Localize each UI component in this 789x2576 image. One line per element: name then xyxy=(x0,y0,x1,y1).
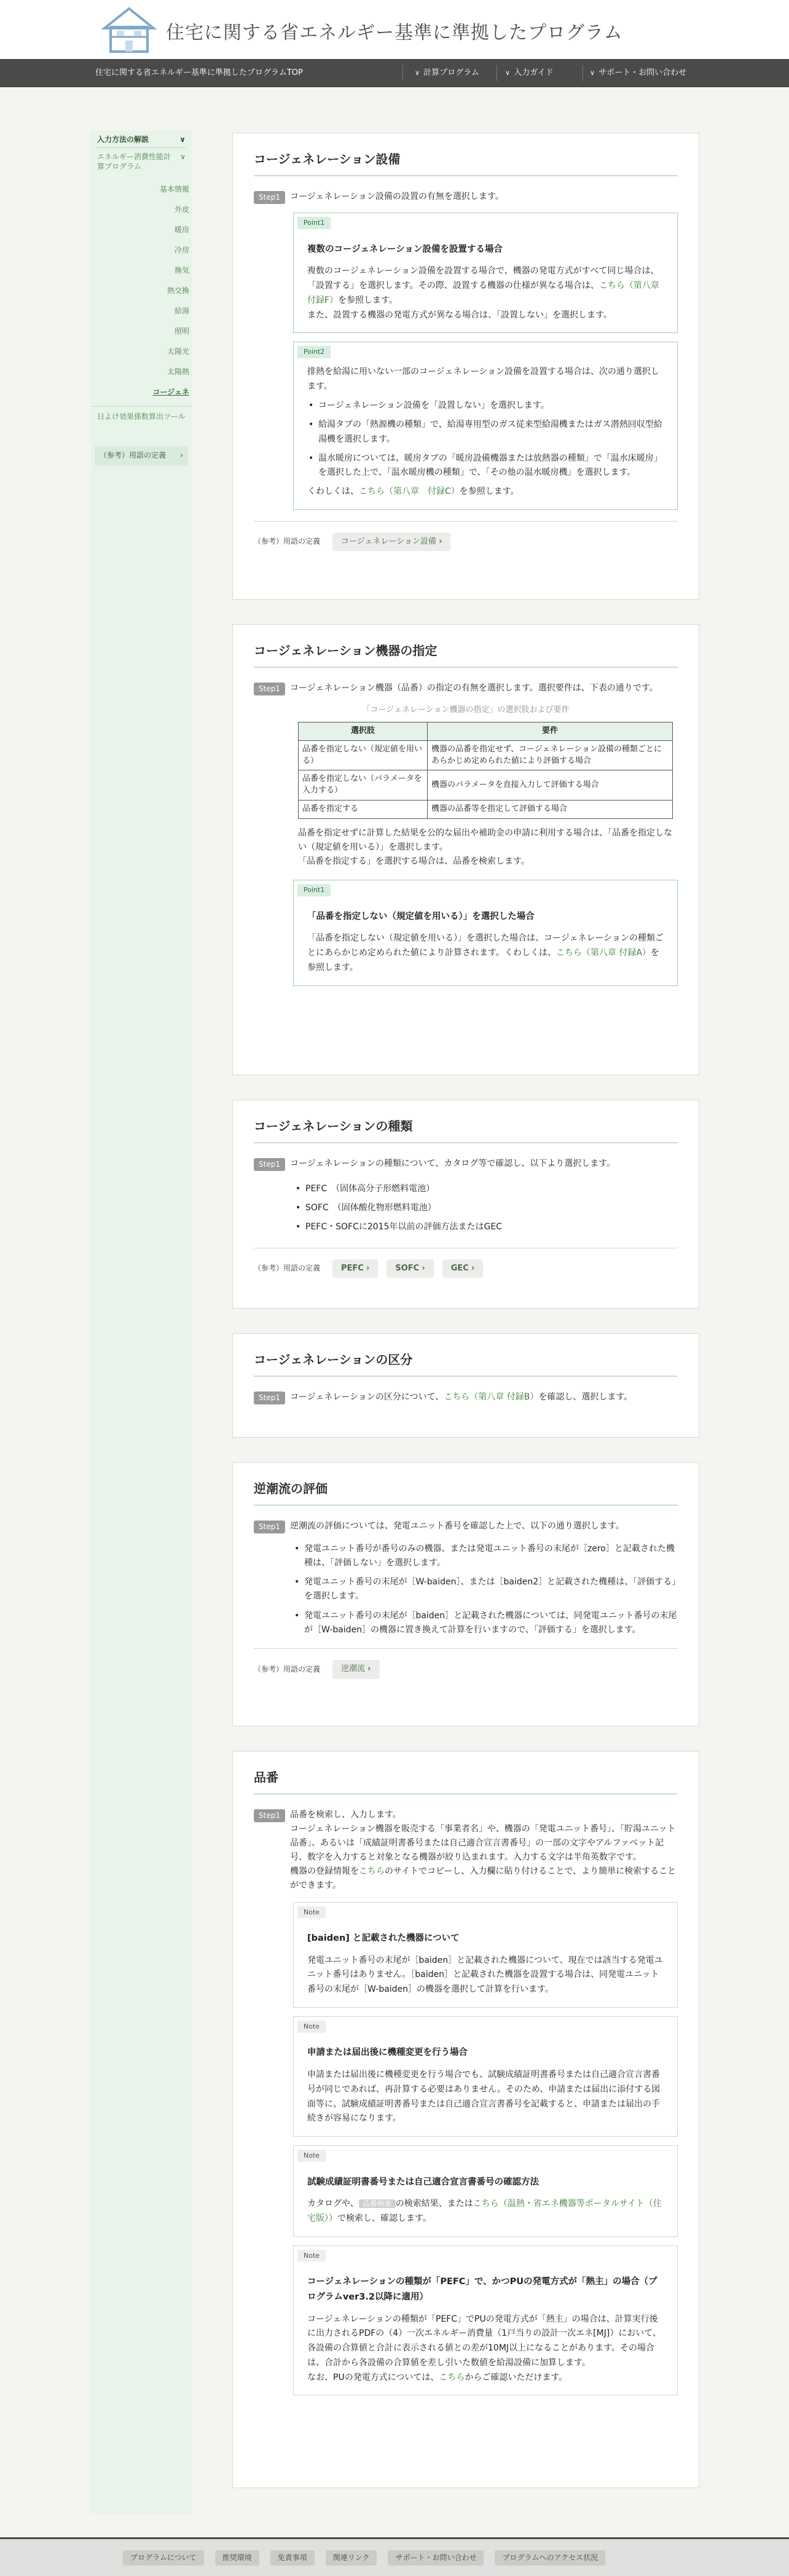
step-text: コージェネレーション機器（品番）の指定の有無を選択します。選択要件は、下表の通りです。 xyxy=(289,683,658,693)
nav-item-label: 計算プログラム xyxy=(423,68,479,77)
sidebar-item-shading-tool[interactable]: 日よけ効果係数算出ツール xyxy=(91,406,192,427)
chevron-down-icon: ∨ xyxy=(590,69,595,77)
list-item: • 給湯タブの「熱源機の種類」で、給湯専用型のガス従来型給湯機またはガス潜熱回収型給湯機を選択します。 xyxy=(307,418,664,446)
table-cell: 機器のパラメータを直接入力して評価する場合 xyxy=(428,770,673,801)
glossary-chip-cogeneration[interactable]: コージェネレーション設備 › xyxy=(332,533,450,552)
sidebar-item-basic-info[interactable]: 基本情報 xyxy=(159,184,189,194)
footer-link-disclaimer[interactable]: 免責事項 xyxy=(270,2550,315,2566)
step-text: コージェネレーションの区分について、こちら（第八章 付録B）を確認し、選択します。 xyxy=(289,1392,633,1402)
glossary-label: （参考）用語の定義 xyxy=(254,537,321,546)
table-cell: 機器の品番等を指定して評価する場合 xyxy=(428,801,673,819)
step-row xyxy=(254,190,678,204)
section-cogeneration-type xyxy=(232,1100,699,1309)
list-item: • PEFC・SOFCに2015年以前の評価方法またはGEC xyxy=(293,1218,678,1237)
note-text: カタログや、 品番検索 の検索結果、またはこちら（温熱・省エネ機器等ポータルサイト（住宅版））で検索し、確認します。 xyxy=(307,2199,662,2224)
step-row xyxy=(254,1157,678,1171)
sidebar-item-heat-exchange[interactable]: 熱交換 xyxy=(167,286,189,295)
sidebar-item-cogeneration[interactable]: コージェネ xyxy=(152,387,189,396)
list-item: • 発電ユニット番号の末尾が［baiden］と記載された機器については、同発電ユニット番号の末尾が［W-baiden］の機器に置き換えて計算を行いますので、「評価する」を選択します。 xyxy=(293,1609,678,1637)
site-footer xyxy=(0,2537,789,2576)
note-tag: Note xyxy=(297,2021,326,2033)
top-nav xyxy=(0,59,789,87)
note-box xyxy=(293,2016,678,2137)
chevron-right-icon: › xyxy=(367,1664,371,1674)
section-title: 品番 xyxy=(254,1768,678,1795)
step-badge: Step1 xyxy=(254,1809,285,1822)
table-cell: 品番を指定しない（規定値を用いる） xyxy=(299,740,428,770)
glossary-label: （参考）用語の定義 xyxy=(254,1264,321,1273)
sidebar-item-solar-pv[interactable]: 太陽光 xyxy=(167,346,189,356)
step-row xyxy=(254,1519,678,1533)
section-title: コージェネレーションの区分 xyxy=(254,1350,678,1377)
model-search-pill[interactable]: 品番検索 xyxy=(359,2199,396,2208)
point-text: 「品番を指定しない（規定値を用いる）」を選択した場合は、コージェネレーションの種類ごとにあらかじめ定められた値により計算されます。くわしくは、こちら（第八章 付録A）を参照します。 xyxy=(307,933,664,973)
sidebar-sub-energy-program[interactable] xyxy=(97,148,186,171)
sidebar-head-label: 入力方法の解説 xyxy=(97,135,149,144)
point-text: くわしくは、こちら（第八章 付録C）を参照します。 xyxy=(307,486,519,496)
pu-method-link[interactable]: こちら xyxy=(439,2372,465,2382)
site-title[interactable]: 住宅に関する省エネルギー基準に準拠したプログラム xyxy=(166,22,623,44)
table-caption: 「コージェネレーション機器の指定」の選択肢および要件 xyxy=(362,705,570,715)
note-tag: Note xyxy=(297,1906,326,1919)
sidebar-sub-label: エネルギー消費性能計算プログラム xyxy=(97,152,171,171)
table-cell: 機器の品番を指定せず、コージェネレーション設備の種類ごとにあらかじめ定められた値により評価する場合 xyxy=(428,740,673,770)
sidebar-item-hot-water[interactable]: 給湯 xyxy=(174,306,189,315)
point-text: 排熱を給湯に用いない一部のコージェネレーション設備を設置する場合は、次の通り選択します。 xyxy=(307,366,659,391)
glossary-label: （参考）用語の定義 xyxy=(254,1664,321,1674)
appendix-b-link[interactable]: こちら（第八章 付録B） xyxy=(444,1392,539,1402)
section-title: コージェネレーション設備 xyxy=(254,149,678,176)
footer-link-about[interactable]: プログラムについて xyxy=(123,2550,204,2566)
point-tag: Point1 xyxy=(297,217,331,229)
glossary-row xyxy=(254,521,678,552)
glossary-row xyxy=(254,1248,678,1278)
table-header: 要件 xyxy=(428,722,673,740)
glossary-chip-sofc[interactable]: SOFC › xyxy=(387,1259,433,1278)
chevron-right-icon: › xyxy=(180,451,183,460)
house-logo-icon[interactable] xyxy=(98,5,160,54)
note-tag: Note xyxy=(297,2250,326,2262)
sidebar-item-ventilation[interactable]: 換気 xyxy=(174,265,189,275)
chevron-down-icon: ∨ xyxy=(415,69,420,77)
glossary-chip-reverse-flow[interactable]: 逆潮流 › xyxy=(332,1660,380,1679)
footer-links xyxy=(123,2550,605,2566)
step-row xyxy=(254,1390,678,1404)
appendix-a-link[interactable]: こちら（第八章 付録A） xyxy=(555,948,651,958)
section-title: コージェネレーションの種類 xyxy=(254,1116,678,1143)
list-item: • 温水暖房については、暖房タブの「暖房設備機器または放熱器の種類」で「温水床暖房」を選択した上で、「温水暖房機の種類」で、「その他の温水暖房機」を選択します。 xyxy=(307,452,664,480)
list-item: • SOFC （固体酸化物形燃料電池） xyxy=(293,1199,678,1218)
point-box xyxy=(293,342,678,509)
main-content xyxy=(232,133,699,2513)
step-badge: Step1 xyxy=(254,1158,285,1171)
section-title: 逆潮流の評価 xyxy=(254,1479,678,1506)
sidebar-glossary[interactable] xyxy=(95,446,188,465)
section-reverse-power-flow xyxy=(232,1462,699,1726)
nav-item-label: サポート・お問い合わせ xyxy=(599,68,687,77)
step-text: 逆潮流の評価については、発電ユニット番号を確認した上で、以下の通り選択します。 xyxy=(289,1521,624,1531)
step-badge: Step1 xyxy=(254,1392,285,1404)
point-box xyxy=(293,880,678,985)
note-text: コージェネレーションの種類が「PEFC」でPUの発電方式が「熱主」の場合は、計算実行後に出力されるPDFの（4）一次エネルギー消費量（1戸当りの設計一次エネ[MJ]）において、各設備の合算値と合計に表示される値との差が10MJ以上になることがあります。その場合は、合計から各設備の合算値を差し引いた数値を給湯設備に加算します。 xyxy=(307,2314,661,2368)
list-item: • 発電ユニット番号の末尾が［W-baiden］、または［baiden2］と記載された機種は、「評価する」を選択します。 xyxy=(293,1575,678,1603)
note-title: 申請または届出後に機種変更を行う場合 xyxy=(307,2048,468,2058)
nav-item-input-guide[interactable] xyxy=(505,67,554,80)
section-cogeneration-category xyxy=(232,1333,699,1438)
sidebar-glossary-label: （参考）用語の定義 xyxy=(100,451,167,460)
point-bullet-list xyxy=(307,399,664,479)
section-model-number xyxy=(232,1751,699,2488)
table-row xyxy=(299,801,673,819)
chevron-down-icon: ∨ xyxy=(505,69,511,77)
step-badge: Step1 xyxy=(254,683,285,695)
table-row xyxy=(299,740,673,770)
options-table xyxy=(298,722,673,819)
paragraph: 品番を指定せずに計算した結果を公的な届出や補助金の申請に利用する場合は、「品番を指定しない（規定値を用いる）」を選択します。 xyxy=(298,828,672,853)
step-badge: Step1 xyxy=(254,1521,285,1533)
point-box xyxy=(293,213,678,333)
step-text: 品番を検索し、入力します。 コージェネレーション機器を販売する「事業者名」や、機器の「発電ユニット番号」、「貯湯ユニット品番」、あるいは「成績証明書番号または自己適合宣言書番号」の一部の文字やアルファベット記号、数字を入力すると対象となる機器が絞り込まれます。入力する文字は半角英数字です。 機器の登録情報をこちらのサイトでコピーし、入力欄に貼り付けることで、より簡単に検索することができます。 xyxy=(289,1810,677,1891)
step-text: コージェネレーション設備の設置の有無を選択します。 xyxy=(289,192,504,202)
point-tag: Point2 xyxy=(297,346,331,358)
type-list xyxy=(293,1180,678,1236)
sidebar xyxy=(91,130,192,2514)
nav-home-link[interactable]: 住宅に関する省エネルギー基準に準拠したプログラムTOP xyxy=(95,68,303,77)
chevron-down-icon: ∨ xyxy=(180,152,186,162)
list-item: • PEFC （固体高分子形燃料電池） xyxy=(293,1180,678,1199)
glossary-chip-gec[interactable]: GEC › xyxy=(442,1259,484,1278)
point-text: また、設置する機器の発電方式が異なる場合は、「設置しない」を選択します。 xyxy=(307,310,612,320)
sidebar-item-heating[interactable]: 暖房 xyxy=(174,225,189,234)
site-header xyxy=(0,0,789,59)
nav-separator xyxy=(402,65,403,81)
appendix-c-link[interactable]: こちら（第八章 付録C） xyxy=(359,486,460,496)
chevron-right-icon: › xyxy=(422,1263,425,1273)
section-cogeneration-device xyxy=(232,624,699,1075)
note-title: 試験成績証明書番号または自己適合宣言書番号の確認方法 xyxy=(307,2177,539,2187)
nav-item-support[interactable] xyxy=(590,67,686,80)
paragraph: 「品番を指定する」を選択する場合は、品番を検索します。 xyxy=(298,856,530,867)
note-title: コージェネレーションの種類が「PEFC」で、かつPUの発電方式が「熱主」の場合（プログラムver3.2以降に適用） xyxy=(307,2277,658,2302)
note-box xyxy=(293,2245,678,2396)
sidebar-item-list xyxy=(91,176,192,406)
chevron-down-icon: ∨ xyxy=(179,135,186,144)
chevron-right-icon: › xyxy=(366,1263,370,1273)
point-text: 複数のコージェネレーション設備を設置する場合で、機器の発電方式がすべて同じ場合は、「設置する」を選択します。その際、設置する機器の仕様が異なる場合は、こちら（第八章 付録F）を参照します。 xyxy=(307,266,659,305)
note-title: [baiden] と記載された機器について xyxy=(307,1933,460,1943)
footer-link-support[interactable]: サポート・お問い合わせ xyxy=(388,2550,484,2566)
note-text: 発電ユニット番号の末尾が［baiden］と記載された機器について、現在では該当する発電ユニット番号はありません。［baiden］と記載された機器を設置する場合は、同発電ユニット番号の末尾が［W-baiden］の機器を選択して計算を行います。 xyxy=(307,1955,663,1995)
list-item: • 発電ユニット番号が番号のみの機器、または発電ユニット番号の末尾が［zero］と記載された機種は、「評価しない」を選択します。 xyxy=(293,1542,678,1570)
sidebar-item-cooling[interactable]: 冷房 xyxy=(174,245,189,254)
sidebar-item-solar-thermal[interactable]: 太陽熱 xyxy=(167,367,189,376)
glossary-row xyxy=(254,1648,678,1679)
nav-item-calc-program[interactable] xyxy=(415,67,479,80)
appendix-f-link[interactable]: こちら（第八章 付録F） xyxy=(307,281,659,305)
list-item: • コージェネレーション設備を「設置しない」を選択します。 xyxy=(307,399,664,413)
portal-site-link[interactable]: こちら（温熱・省エネ機器等ポータルサイト（住宅版）） xyxy=(307,2199,662,2224)
table-header: 選択肢 xyxy=(299,722,428,740)
footer-link-related[interactable]: 関連リンク xyxy=(326,2550,377,2566)
step-badge: Step1 xyxy=(254,191,285,204)
section-cogeneration-equipment xyxy=(232,133,699,600)
note-tag: Note xyxy=(297,2150,326,2162)
sidebar-item-envelope[interactable]: 外皮 xyxy=(174,205,189,214)
note-box xyxy=(293,1902,678,2008)
sidebar-head-input-method[interactable] xyxy=(97,134,186,148)
nav-item-label: 入力ガイド xyxy=(514,68,554,77)
table-cell: 品番を指定しない（パラメータを入力する） xyxy=(299,770,428,801)
footer-link-access[interactable]: プログラムへのアクセス状況 xyxy=(495,2550,605,2566)
page-layout xyxy=(0,87,789,2545)
step-row xyxy=(254,681,678,695)
section-title: コージェネレーション機器の指定 xyxy=(254,641,678,668)
chevron-right-icon: › xyxy=(471,1263,475,1273)
glossary-chip-pefc[interactable]: PEFC › xyxy=(332,1259,378,1278)
sidebar-item-lighting[interactable]: 照明 xyxy=(174,326,189,335)
point-title: 「品番を指定しない（規定値を用いる）」を選択した場合 xyxy=(307,911,535,922)
point-tag: Point1 xyxy=(297,884,331,896)
step-row xyxy=(254,1808,678,1893)
footer-link-environment[interactable]: 推奨環境 xyxy=(215,2550,259,2566)
note-text: なお、PUの発電方式については、こちらからご確認いただけます。 xyxy=(307,2372,568,2382)
point-title: 複数のコージェネレーション設備を設置する場合 xyxy=(307,244,503,254)
registration-info-link[interactable]: こちら xyxy=(358,1866,385,1877)
step-text: コージェネレーションの種類について、カタログ等で確認し、以下より選択します。 xyxy=(289,1159,616,1169)
table-row xyxy=(299,770,673,801)
evaluation-list xyxy=(293,1542,678,1637)
note-text: 申請または届出後に機種変更を行う場合でも、試験成績証明書番号または自己適合宣言書番号が同じであれば、再計算する必要はありません。そのため、申請または届出に添付する図面等に、試験成績証明書番号または自己適合宣言書番号を記載すると、申請または届出の手続きが容易になります。 xyxy=(307,2070,661,2124)
chevron-right-icon: › xyxy=(439,536,442,546)
table-cell: 品番を指定する xyxy=(299,801,428,819)
note-box xyxy=(293,2145,678,2237)
